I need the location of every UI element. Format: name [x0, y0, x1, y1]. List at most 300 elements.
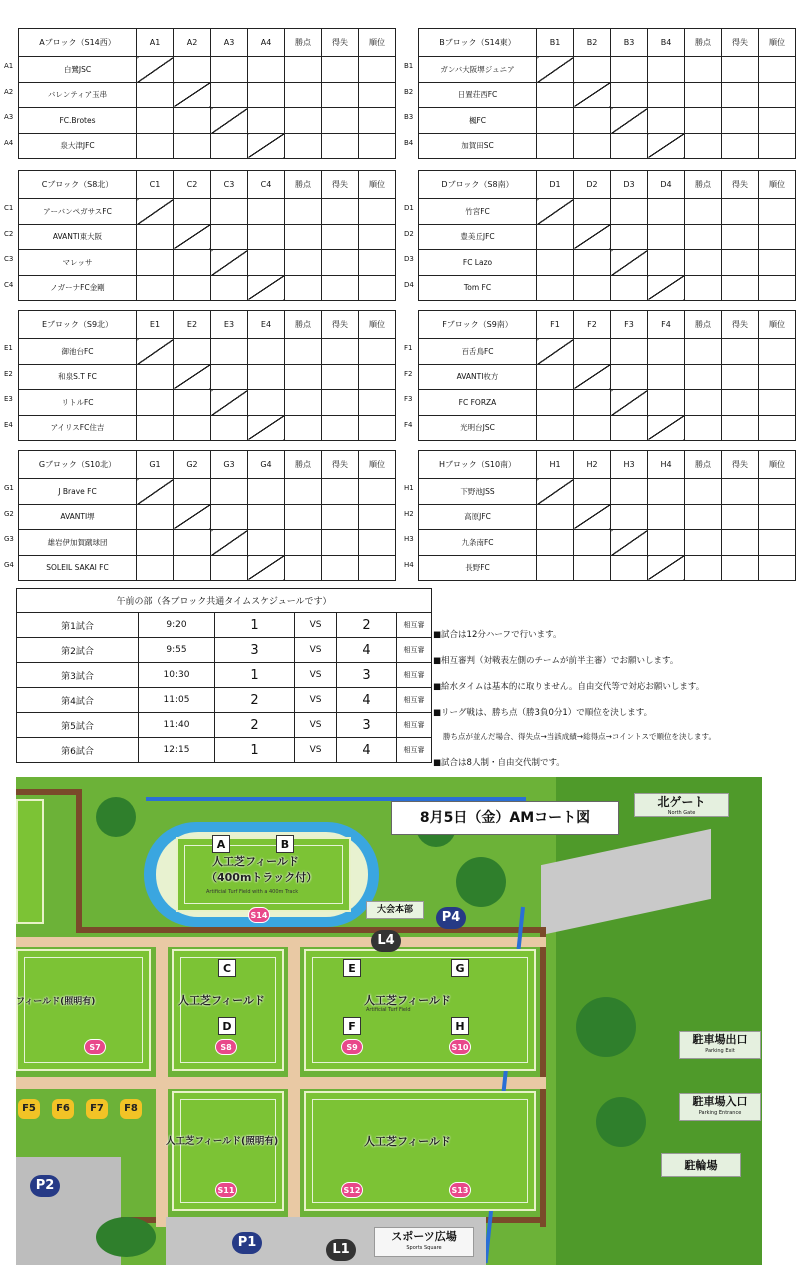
court-e: E	[343, 959, 361, 977]
points-header: 勝点	[685, 29, 722, 57]
points-cell	[685, 555, 722, 581]
goals-cell	[322, 415, 359, 441]
result-cell	[248, 224, 285, 250]
note-6: ■試合は8人制・自由交代制です。	[433, 758, 565, 768]
goals-header: 得失	[322, 451, 359, 479]
result-cell	[248, 339, 285, 365]
col-header: G2	[174, 451, 211, 479]
match-name: 第5試合	[17, 713, 139, 738]
block-table	[404, 450, 796, 580]
row-label: H1	[404, 484, 414, 492]
stadium-s12: S12	[341, 1182, 363, 1198]
parking-entrance-en: Parking Entrance	[698, 1110, 742, 1116]
result-cell	[174, 530, 211, 556]
points-cell	[685, 275, 722, 301]
stadium-s7: S7	[84, 1039, 106, 1055]
result-cell	[137, 479, 174, 505]
col-header: F2	[574, 311, 611, 339]
points-cell	[285, 82, 322, 108]
north-gate	[634, 793, 729, 817]
goals-cell	[322, 479, 359, 505]
note-3: ■給水タイムは基本的に取りません。自由交代等で対応お願いします。	[433, 682, 705, 692]
court-g: G	[451, 959, 469, 977]
goals-cell	[722, 82, 759, 108]
team-name: マレッサ	[19, 250, 137, 276]
result-cell	[174, 504, 211, 530]
points-cell	[685, 199, 722, 225]
team-name: 泉大津JFC	[19, 133, 137, 159]
rank-cell	[759, 133, 796, 159]
block-title: Bブロック（S14東）	[419, 29, 537, 57]
result-cell	[248, 555, 285, 581]
col-header: D4	[648, 171, 685, 199]
match-away: 4	[337, 638, 397, 663]
hq-label: 大会本部	[366, 901, 424, 919]
rank-cell	[359, 82, 396, 108]
result-cell	[574, 339, 611, 365]
row-label: H3	[404, 535, 414, 543]
points-cell	[285, 479, 322, 505]
rank-cell	[759, 415, 796, 441]
sports-square-label: スポーツ広場	[391, 1230, 457, 1243]
result-cell	[648, 275, 685, 301]
stadium-s10: S10	[449, 1039, 471, 1055]
row-label: E4	[4, 420, 13, 429]
parking-entrance	[679, 1093, 761, 1121]
goals-cell	[322, 250, 359, 276]
futsal-f8: F8	[120, 1099, 142, 1119]
result-cell	[648, 364, 685, 390]
col-header: A3	[211, 29, 248, 57]
track-field-title: 人工芝フィールド	[212, 855, 299, 868]
result-cell	[648, 339, 685, 365]
result-cell	[648, 479, 685, 505]
match-referee: 相互審	[397, 613, 432, 638]
rank-cell	[359, 275, 396, 301]
s9-field-en: Artificial Turf Field	[366, 1007, 411, 1013]
schedule-title: 午前の部（各ブロック共通タイムスケジュールです）	[17, 589, 432, 613]
goals-cell	[722, 364, 759, 390]
rank-header: 順位	[359, 311, 396, 339]
team-name: アイリスFC住吉	[19, 415, 137, 441]
stadium-s13: S13	[449, 1182, 471, 1198]
result-cell	[574, 364, 611, 390]
points-cell	[285, 415, 322, 441]
col-header: C2	[174, 171, 211, 199]
row-label: B4	[404, 138, 414, 147]
result-cell	[574, 504, 611, 530]
team-name: アーバンペガサスFC	[19, 199, 137, 225]
goals-cell	[722, 133, 759, 159]
result-cell	[211, 555, 248, 581]
result-cell	[537, 250, 574, 276]
rank-cell	[759, 339, 796, 365]
note-1: ■試合は12分ハーフで行います。	[433, 630, 562, 640]
match-time: 11:05	[139, 688, 215, 713]
result-cell	[574, 555, 611, 581]
result-cell	[211, 390, 248, 416]
col-header: H2	[574, 451, 611, 479]
result-cell	[611, 108, 648, 134]
result-cell	[174, 199, 211, 225]
goals-header: 得失	[322, 311, 359, 339]
match-away: 3	[337, 713, 397, 738]
result-cell	[248, 530, 285, 556]
team-name: 百舌鳥FC	[419, 339, 537, 365]
stadium-s14: S14	[248, 907, 270, 923]
result-cell	[174, 364, 211, 390]
result-cell	[211, 415, 248, 441]
team-name: 九条南FC	[419, 530, 537, 556]
points-cell	[285, 108, 322, 134]
result-cell	[574, 82, 611, 108]
goals-cell	[322, 224, 359, 250]
col-header: F4	[648, 311, 685, 339]
points-cell	[285, 275, 322, 301]
team-name: 光明台JSC	[419, 415, 537, 441]
result-cell	[537, 133, 574, 159]
points-cell	[285, 364, 322, 390]
rank-cell	[359, 555, 396, 581]
s8-field-title: 人工芝フィールド	[178, 994, 265, 1007]
rank-cell	[359, 504, 396, 530]
result-cell	[137, 82, 174, 108]
team-name: FC FORZA	[419, 390, 537, 416]
col-header: G3	[211, 451, 248, 479]
points-cell	[285, 133, 322, 159]
result-cell	[137, 555, 174, 581]
result-cell	[537, 82, 574, 108]
row-label: G4	[4, 560, 14, 569]
points-cell	[285, 555, 322, 581]
match-time: 9:55	[139, 638, 215, 663]
points-cell	[685, 415, 722, 441]
result-cell	[137, 390, 174, 416]
team-name: 楓FC	[419, 108, 537, 134]
points-cell	[685, 224, 722, 250]
result-cell	[574, 108, 611, 134]
result-cell	[537, 555, 574, 581]
result-cell	[648, 82, 685, 108]
match-time: 10:30	[139, 663, 215, 688]
result-cell	[248, 390, 285, 416]
goals-cell	[322, 199, 359, 225]
col-header: D2	[574, 171, 611, 199]
result-cell	[248, 250, 285, 276]
points-cell	[685, 82, 722, 108]
row-label: E3	[4, 395, 13, 403]
result-cell	[174, 555, 211, 581]
result-cell	[174, 339, 211, 365]
goals-cell	[722, 479, 759, 505]
col-header: C3	[211, 171, 248, 199]
schedule-row	[17, 738, 432, 763]
points-header: 勝点	[285, 311, 322, 339]
match-vs: VS	[295, 663, 337, 688]
stadium-s8: S8	[215, 1039, 237, 1055]
north-gate-en: North Gate	[667, 810, 696, 816]
row-label: B1	[404, 62, 414, 70]
match-time: 9:20	[139, 613, 215, 638]
result-cell	[248, 108, 285, 134]
result-cell	[537, 108, 574, 134]
points-header: 勝点	[285, 29, 322, 57]
result-cell	[611, 250, 648, 276]
rank-cell	[359, 530, 396, 556]
row-label: A1	[4, 62, 14, 70]
result-cell	[174, 250, 211, 276]
rank-cell	[759, 530, 796, 556]
rank-header: 順位	[759, 311, 796, 339]
stadium-s9: S9	[341, 1039, 363, 1055]
points-cell	[285, 339, 322, 365]
result-cell	[574, 530, 611, 556]
schedule-row	[17, 713, 432, 738]
row-label: B2	[404, 87, 414, 96]
note-4: ■リーグ戦は、勝ち点（勝3負0分1）で順位を決します。	[433, 708, 653, 718]
row-label: E2	[4, 369, 13, 378]
points-header: 勝点	[285, 171, 322, 199]
result-cell	[611, 133, 648, 159]
result-cell	[611, 82, 648, 108]
team-name: SOLEIL SAKAI FC	[19, 555, 137, 581]
match-time: 12:15	[139, 738, 215, 763]
match-referee: 相互審	[397, 713, 432, 738]
col-header: B3	[611, 29, 648, 57]
row-label: F3	[404, 395, 413, 403]
result-cell	[174, 108, 211, 134]
col-header: D3	[611, 171, 648, 199]
goals-cell	[322, 82, 359, 108]
rank-cell	[359, 133, 396, 159]
col-header: E1	[137, 311, 174, 339]
block-table	[4, 450, 396, 580]
row-label: F4	[404, 420, 413, 429]
parking-entrance-label: 駐車場入口	[692, 1095, 748, 1108]
rank-cell	[359, 479, 396, 505]
goals-cell	[322, 530, 359, 556]
goals-cell	[722, 57, 759, 83]
s11-field-title: 人工芝フィールド(照明有)	[166, 1136, 279, 1147]
result-cell	[648, 108, 685, 134]
team-name: AVANTI堺	[19, 504, 137, 530]
result-cell	[174, 57, 211, 83]
result-cell	[174, 390, 211, 416]
result-cell	[137, 57, 174, 83]
result-cell	[174, 275, 211, 301]
team-name: FC.Brotes	[19, 108, 137, 134]
stadium-s11: S11	[215, 1182, 237, 1198]
rank-header: 順位	[759, 171, 796, 199]
match-vs: VS	[295, 613, 337, 638]
block-title: Cブロック（S8北）	[19, 171, 137, 199]
result-cell	[211, 364, 248, 390]
schedule-table	[16, 588, 431, 763]
result-cell	[574, 57, 611, 83]
result-cell	[211, 479, 248, 505]
points-cell	[685, 339, 722, 365]
result-cell	[174, 82, 211, 108]
result-cell	[537, 479, 574, 505]
track-field-sub: （400mトラック付）	[206, 871, 318, 884]
goals-cell	[322, 339, 359, 365]
row-label: A4	[4, 138, 14, 147]
goals-header: 得失	[322, 29, 359, 57]
court-a: A	[212, 835, 230, 853]
result-cell	[211, 82, 248, 108]
result-cell	[137, 250, 174, 276]
team-name: 加賀田SC	[419, 133, 537, 159]
col-header: E3	[211, 311, 248, 339]
goals-cell	[722, 250, 759, 276]
match-home: 1	[215, 663, 295, 688]
rank-cell	[759, 250, 796, 276]
team-name: AVANTI東大阪	[19, 224, 137, 250]
rank-cell	[759, 275, 796, 301]
result-cell	[537, 199, 574, 225]
court-d: D	[218, 1017, 236, 1035]
match-home: 3	[215, 638, 295, 663]
match-referee: 相互審	[397, 638, 432, 663]
row-label: G2	[4, 509, 14, 518]
team-name: 和泉S.T FC	[19, 364, 137, 390]
row-label: H4	[404, 560, 414, 569]
result-cell	[611, 415, 648, 441]
col-header: F3	[611, 311, 648, 339]
team-name: 白鷺JSC	[19, 57, 137, 83]
points-cell	[685, 133, 722, 159]
result-cell	[611, 390, 648, 416]
row-label: H2	[404, 509, 414, 518]
row-labels	[404, 450, 418, 580]
result-cell	[137, 199, 174, 225]
result-cell	[211, 133, 248, 159]
schedule-row	[17, 638, 432, 663]
col-header: D1	[537, 171, 574, 199]
rank-cell	[359, 250, 396, 276]
result-cell	[537, 415, 574, 441]
block-table	[4, 28, 396, 158]
result-cell	[574, 390, 611, 416]
team-name: FC Lazo	[419, 250, 537, 276]
result-cell	[211, 224, 248, 250]
result-cell	[611, 199, 648, 225]
result-cell	[211, 57, 248, 83]
goals-cell	[722, 275, 759, 301]
rank-cell	[759, 57, 796, 83]
row-labels	[404, 28, 418, 158]
block-title: Gブロック（S10北）	[19, 451, 137, 479]
bicycle-parking: 駐輪場	[661, 1153, 741, 1177]
team-name: リトルFC	[19, 390, 137, 416]
goals-cell	[722, 555, 759, 581]
result-cell	[211, 250, 248, 276]
col-header: E4	[248, 311, 285, 339]
row-label: F2	[404, 369, 413, 378]
rank-cell	[759, 390, 796, 416]
parking-p1: P1	[232, 1232, 262, 1254]
col-header: G4	[248, 451, 285, 479]
match-vs: VS	[295, 713, 337, 738]
points-header: 勝点	[685, 311, 722, 339]
result-cell	[648, 133, 685, 159]
goals-header: 得失	[322, 171, 359, 199]
rank-cell	[359, 57, 396, 83]
row-label: A3	[4, 113, 14, 121]
points-header: 勝点	[685, 451, 722, 479]
match-away: 4	[337, 688, 397, 713]
team-name: 竹宮FC	[419, 199, 537, 225]
block-table	[404, 310, 796, 440]
row-label: C1	[4, 204, 14, 212]
goals-cell	[722, 415, 759, 441]
row-label: D4	[404, 280, 414, 289]
lot-l4: L4	[371, 930, 401, 952]
result-cell	[574, 224, 611, 250]
col-header: G1	[137, 451, 174, 479]
result-cell	[137, 224, 174, 250]
rank-cell	[359, 199, 396, 225]
result-cell	[537, 339, 574, 365]
points-cell	[685, 504, 722, 530]
row-label: C2	[4, 229, 14, 238]
goals-cell	[722, 390, 759, 416]
goals-cell	[322, 133, 359, 159]
match-name: 第4試合	[17, 688, 139, 713]
col-header: B1	[537, 29, 574, 57]
result-cell	[611, 530, 648, 556]
team-name: 豊美丘JFC	[419, 224, 537, 250]
schedule-row	[17, 688, 432, 713]
result-cell	[611, 555, 648, 581]
col-header: B4	[648, 29, 685, 57]
col-header: E2	[174, 311, 211, 339]
col-header: H4	[648, 451, 685, 479]
court-map	[16, 777, 762, 1265]
points-cell	[285, 199, 322, 225]
row-label: F1	[404, 344, 413, 352]
result-cell	[248, 275, 285, 301]
result-cell	[648, 555, 685, 581]
match-referee: 相互審	[397, 738, 432, 763]
note-5: 勝ち点が並んだ場合、得失点→当該成績→総得点→コイントスで順位を決します。	[443, 732, 716, 741]
points-cell	[685, 479, 722, 505]
result-cell	[248, 504, 285, 530]
north-gate-label: 北ゲート	[657, 795, 706, 809]
note-2: ■相互審判（対戦表左側のチームが前半主審）でお願いします。	[433, 656, 679, 666]
left-field-title: フィールド(照明有)	[16, 997, 96, 1007]
goals-cell	[722, 108, 759, 134]
points-header: 勝点	[685, 171, 722, 199]
result-cell	[248, 364, 285, 390]
futsal-f6: F6	[52, 1099, 74, 1119]
row-labels	[4, 450, 18, 580]
result-cell	[211, 530, 248, 556]
result-cell	[137, 108, 174, 134]
rank-cell	[759, 479, 796, 505]
match-name: 第2試合	[17, 638, 139, 663]
points-cell	[685, 57, 722, 83]
goals-cell	[722, 224, 759, 250]
block-title: Fブロック（S9南）	[419, 311, 537, 339]
result-cell	[174, 224, 211, 250]
rank-cell	[359, 390, 396, 416]
match-name: 第1試合	[17, 613, 139, 638]
row-label: D1	[404, 204, 414, 212]
parking-p4: P4	[436, 907, 466, 929]
rank-cell	[359, 364, 396, 390]
futsal-f7: F7	[86, 1099, 108, 1119]
